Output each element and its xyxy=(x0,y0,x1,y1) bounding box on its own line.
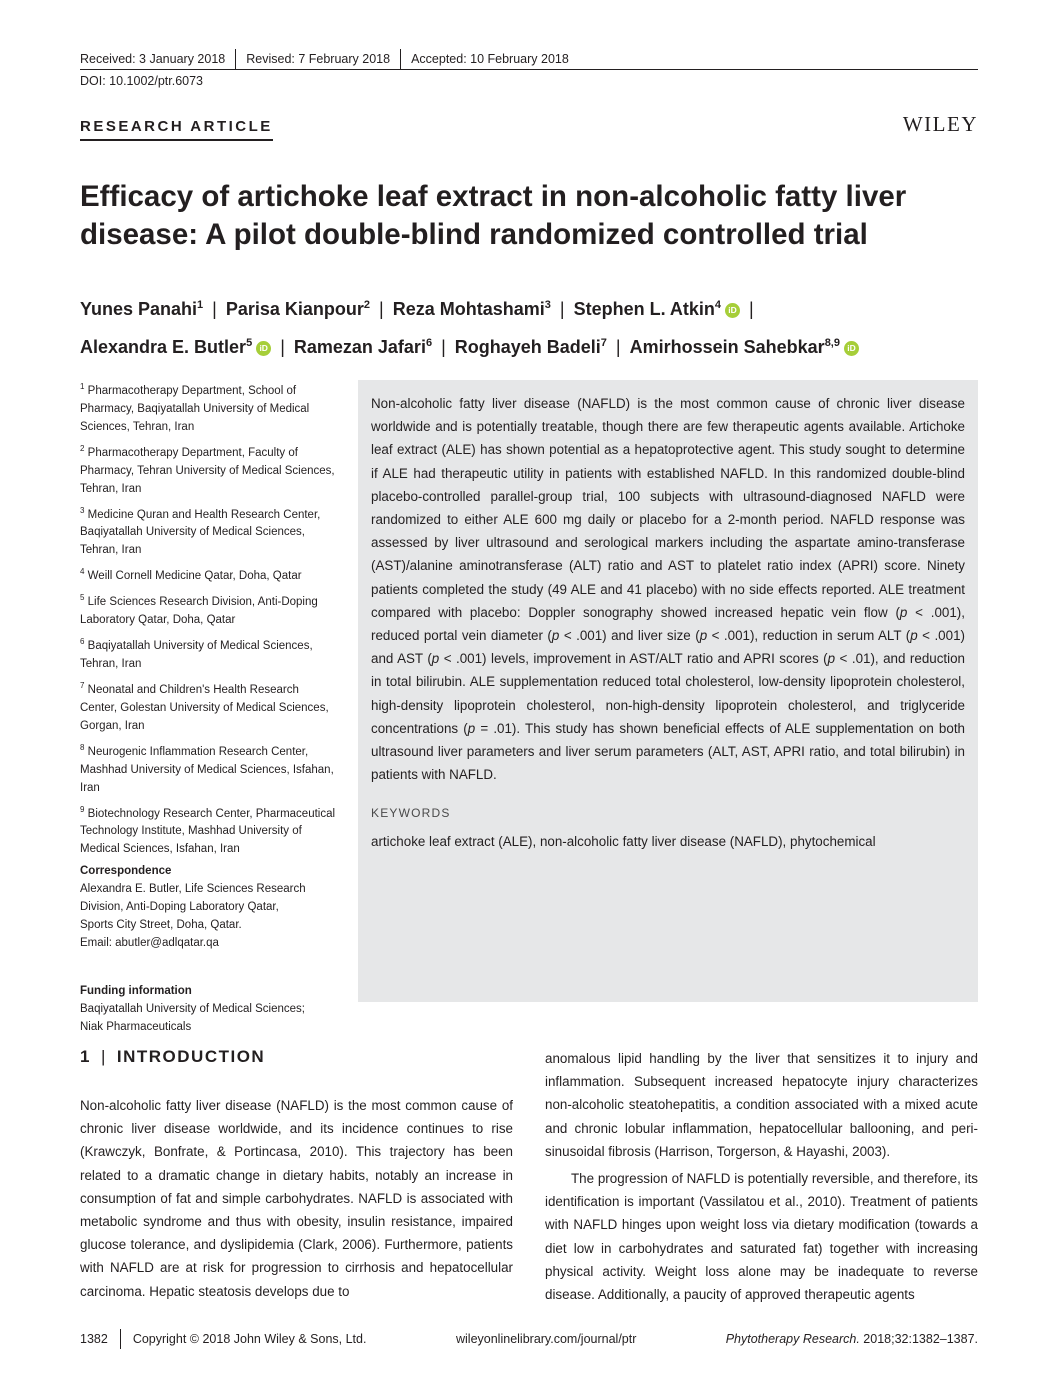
section-number: 1 xyxy=(80,1047,91,1066)
section-divider: | xyxy=(100,1047,107,1066)
author-affiliation-number: 3 xyxy=(544,299,551,311)
author-separator: | xyxy=(749,299,754,319)
copyright: Copyright © 2018 John Wiley & Sons, Ltd. xyxy=(132,1332,367,1346)
intro-paragraph: Non-alcoholic fatty liver disease (NAFLD) is the most common cause of chronic liver disease worldwide, and its incidence continues to rise (Krawczyk, Bonfrate, & Portincasa, 2010). This trajectory has been related to a dramatic change in dietary habits, notably an increase in consumption of fat and simple carbohydrates. NAFLD is associated with metabolic syndrome and thus with obesity, insulin resistance, impaired glucose tolerance, and dyslipidemia (Clark, 2006). Furthermore, patients with NAFLD are at risk for progression to cirrhosis and hepatocellular carcinoma. Hepatic steatosis develops due to xyxy=(80,1098,513,1299)
author-name: Ramezan Jafari xyxy=(293,337,426,357)
divider xyxy=(120,1329,121,1349)
affiliation xyxy=(80,502,338,560)
intro-paragraph: anomalous lipid handling by the liver that sensitizes it to injury and inflammation. Subsequent increased hepatocyte injury characterizes non-alcoholic steatohepatitis, a condition associated with a mixed acute and chronic lobular inflammation, hepatocellular ballooning, and peri-sinusoidal fibrosis (Harrison, Torgerson, & Hayashi, 2003). xyxy=(545,1051,978,1159)
p-value-symbol: p xyxy=(467,720,476,736)
author[interactable] xyxy=(80,299,203,319)
affiliation-text: Pharmacotherapy Department, Faculty of Pharmacy, Tehran University of Medical Sciences, Tehran, Iran xyxy=(80,446,335,495)
affiliation-text: Neonatal and Children's Health Research Center, Golestan University of Medical Sciences, Gorgan, Iran xyxy=(80,683,329,732)
abstract-segment: < .01), and reduction in total bilirubin. ALE supplementation reduced total cholesterol, low-density lipoprotein cholesterol, high-density lipoprotein cholesterol, non-high-density lipoprotein cholesterol, and triglyceride concentrations ( xyxy=(371,651,965,736)
abstract-segment: < .001) and AST ( xyxy=(371,628,965,667)
author[interactable] xyxy=(226,299,370,319)
author-name: Yunes Panahi xyxy=(80,299,198,319)
author[interactable] xyxy=(393,299,551,319)
p-value-symbol: p xyxy=(431,651,440,667)
orcid-icon[interactable]: iD xyxy=(256,341,271,356)
p-value-symbol: p xyxy=(699,628,708,644)
affiliation-number: 6 xyxy=(80,637,85,647)
section-heading xyxy=(80,1047,265,1067)
p-value-symbol: p xyxy=(899,604,908,620)
abstract-segment: < .001), reduced portal vein diameter ( xyxy=(371,604,965,644)
affiliation-number: 5 xyxy=(80,593,85,603)
affiliation xyxy=(80,739,338,797)
author-separator: | xyxy=(559,299,565,319)
p-value-symbol: p xyxy=(910,628,918,644)
intro-column-left xyxy=(80,1094,513,1303)
affiliation-text: Pharmacotherapy Department, School of Pharmacy, Baqiyatallah University of Medical Sciences, Tehran, Iran xyxy=(80,384,310,433)
affiliation-text: Neurogenic Inflammation Research Center, Mashhad University of Medical Sciences, Isfahan, Iran xyxy=(80,745,334,794)
author[interactable] xyxy=(80,337,271,357)
affiliation xyxy=(80,589,338,629)
author-separator: | xyxy=(615,337,621,357)
page-footer xyxy=(80,1329,978,1349)
funding-label: Funding information xyxy=(80,985,192,998)
author-affiliation-number: 5 xyxy=(246,337,253,349)
affiliation xyxy=(80,801,338,859)
author-affiliation-number: 7 xyxy=(600,337,607,349)
received-date: Received: 3 January 2018 xyxy=(80,51,226,66)
affiliation-number: 4 xyxy=(80,567,85,577)
author-name: Parisa Kianpour xyxy=(225,299,364,319)
orcid-icon[interactable]: iD xyxy=(844,341,859,356)
intro-paragraph: The progression of NAFLD is potentially reversible, and therefore, its identification is important (Vassilatou et al., 2010). Treatment of patients with NAFLD hinges upon weight loss via dietary modification (towards a diet low in carbohydrates and saturated fat) together with increasing physical activity. Weight loss alone may be inadequate to reverse disease. Additionally, a paucity of approved therapeutic agents xyxy=(545,1171,978,1303)
doi[interactable]: DOI: 10.1002/ptr.6073 xyxy=(80,74,204,88)
affiliation-number: 7 xyxy=(80,680,85,690)
affiliation-text: Medicine Quran and Health Research Center, Baqiyatallah University of Medical Sciences, Tehran, Iran xyxy=(80,508,321,557)
funding-line: Baqiyatallah University of Medical Sciences; xyxy=(80,1003,305,1016)
funding-line: Niak Pharmaceuticals xyxy=(80,1021,192,1034)
accepted-date: Accepted: 10 February 2018 xyxy=(411,51,569,66)
correspondence-label: Correspondence xyxy=(80,865,172,878)
author[interactable] xyxy=(574,299,740,319)
affiliation-text: Baqiyatallah University of Medical Sciences, Tehran, Iran xyxy=(80,639,313,670)
divider xyxy=(235,49,236,69)
author-separator: | xyxy=(212,299,217,319)
abstract-segment: < .001), reduction in serum ALT ( xyxy=(707,628,911,644)
revised-date: Revised: 7 February 2018 xyxy=(246,51,391,66)
affiliation xyxy=(80,563,338,585)
affiliation-number: 9 xyxy=(80,804,85,814)
funding xyxy=(80,982,338,1036)
correspondence-line: Sports City Street, Doha, Qatar. xyxy=(80,919,242,932)
journal-name: Phytotherapy Research. xyxy=(725,1332,860,1346)
keywords-heading: KEYWORDS xyxy=(371,806,451,820)
author-list xyxy=(80,288,980,364)
affiliation-text: Biotechnology Research Center, Pharmaceutical Technology Institute, Mashhad University of Medical Sciences, Isfahan, Iran xyxy=(80,807,336,856)
affiliation-text: Weill Cornell Medicine Qatar, Doha, Qatar xyxy=(87,570,302,583)
author[interactable] xyxy=(455,337,607,357)
abstract-segment: < .001) levels, improvement in AST/ALT ratio and APRI scores ( xyxy=(439,651,828,667)
history-bar xyxy=(80,48,978,70)
author-affiliation-number: 4 xyxy=(714,299,722,311)
article-title: Efficacy of artichoke leaf extract in non-alcoholic fatty liver disease: A pilot double-blind randomized controlled trial xyxy=(80,180,907,251)
author[interactable] xyxy=(630,337,859,357)
publisher-logo: WILEY xyxy=(902,112,978,136)
author-separator: | xyxy=(441,337,446,357)
affiliation xyxy=(80,378,338,436)
citation xyxy=(726,1332,978,1346)
affiliation-text: Life Sciences Research Division, Anti-Doping Laboratory Qatar, Doha, Qatar xyxy=(80,596,318,627)
affiliation-number: 8 xyxy=(80,742,85,752)
abstract-text xyxy=(371,392,965,786)
divider xyxy=(400,49,401,69)
author-name: Reza Mohtashami xyxy=(392,299,545,319)
author-affiliation-number: 1 xyxy=(197,299,204,311)
author-separator: | xyxy=(280,337,285,357)
author[interactable] xyxy=(294,337,432,357)
volume-pages: 2018;32:1382–1387. xyxy=(859,1332,978,1346)
author-affiliation-number: 6 xyxy=(425,337,433,349)
affiliation-number: 2 xyxy=(80,443,85,453)
affiliation-list xyxy=(80,378,338,858)
abstract xyxy=(371,392,965,786)
intro-column-right xyxy=(545,1047,978,1306)
keywords-text: artichoke leaf extract (ALE), non-alcoholic fatty liver disease (NAFLD), phytochemical xyxy=(371,834,876,849)
correspondence-email[interactable]: Email: abutler@adlqatar.qa xyxy=(80,937,219,950)
affiliation xyxy=(80,440,338,498)
sidebar-info xyxy=(80,378,338,1066)
correspondence-line: Division, Anti-Doping Laboratory Qatar, xyxy=(80,901,279,914)
orcid-icon[interactable]: iD xyxy=(725,303,740,318)
author-name: Stephen L. Atkin xyxy=(573,299,715,319)
page-number: 1382 xyxy=(80,1332,108,1346)
journal-url[interactable]: wileyonlinelibrary.com/journal/ptr xyxy=(456,1332,637,1346)
author-name: Alexandra E. Butler xyxy=(80,337,247,357)
author-affiliation-number: 8,9 xyxy=(824,337,840,349)
author-name: Roghayeh Badeli xyxy=(454,337,601,357)
author-name: Amirhossein Sahebkar xyxy=(629,337,825,357)
affiliation-number: 3 xyxy=(80,505,85,515)
affiliation-number: 1 xyxy=(80,382,85,391)
article-type: RESEARCH ARTICLE xyxy=(80,118,273,141)
author-affiliation-number: 2 xyxy=(363,299,371,311)
abstract-segment: < .001) and liver size ( xyxy=(559,628,700,644)
correspondence xyxy=(80,862,338,952)
p-value-symbol: p xyxy=(827,651,836,667)
abstract-segment: = .01). This study has shown beneficial effects of ALE supplementation on both ultrasound liver parameters and liver serum parameters (ALT, AST, APRI ratio, and total bilirubin) in patients with NAFLD. xyxy=(371,720,965,783)
section-title: INTRODUCTION xyxy=(116,1047,266,1066)
author-separator: | xyxy=(379,299,384,319)
abstract-segment: Non-alcoholic fatty liver disease (NAFLD) is the most common cause of chronic liver disease worldwide and is potentially treatable, though there are few therapeutic agents available. Artichoke leaf extract (ALE) has shown potential as a hepatoprotective agent. This study sought to determine if ALE had therapeutic utility in patients with established NAFLD. In this randomized double-blind placebo-controlled parallel-group trial, 100 subjects with ultrasound-diagnosed NAFLD were randomized to either ALE 600 mg daily or placebo for a 2-month period. NAFLD response was assessed by liver ultrasound and serological markers including the aspartate amino-transferase (AST)/alanine aminotransferase (ALT) ratio and AST to platelet ratio index (APRI) score. Ninety patients completed the study (49 ALE and 41 placebo) with no side effects reported. ALE treatment compared with placebo: Doppler sonography showed increased hepatic vein flow ( xyxy=(371,396,965,620)
affiliation xyxy=(80,633,338,673)
affiliation xyxy=(80,677,338,735)
p-value-symbol: p xyxy=(551,628,560,644)
correspondence-line: Alexandra E. Butler, Life Sciences Research xyxy=(80,883,306,896)
